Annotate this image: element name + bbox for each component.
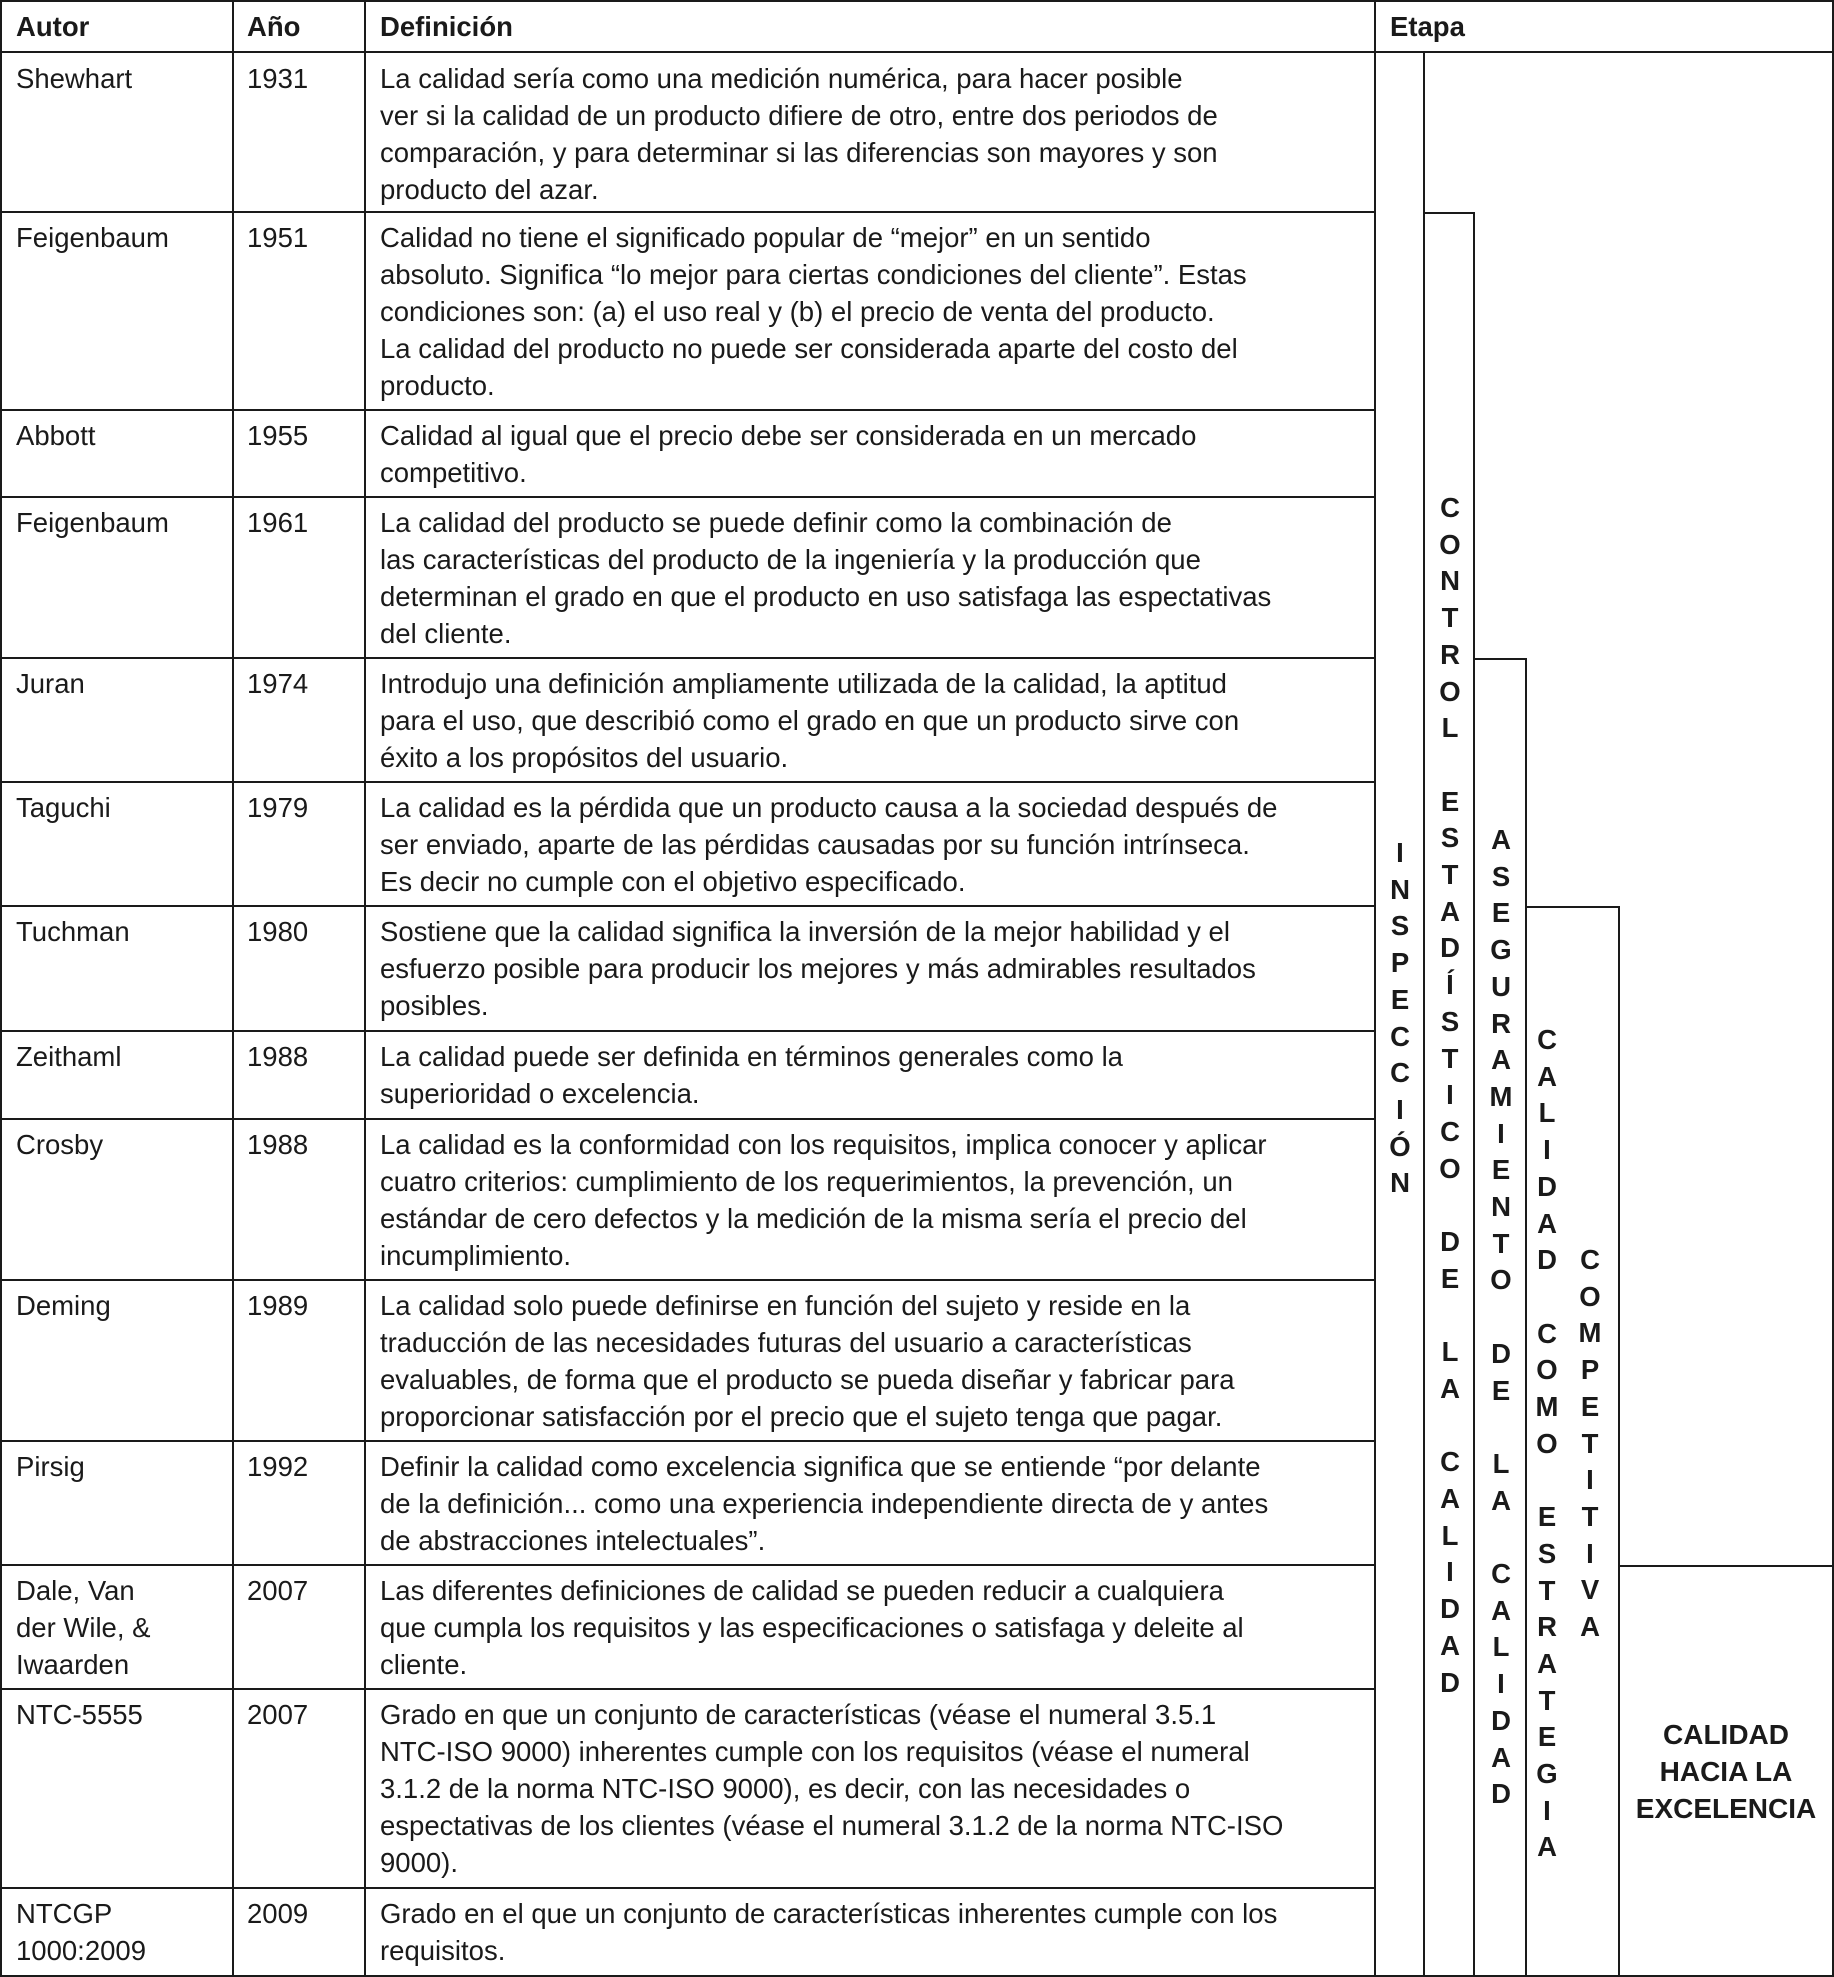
cell-definicion [380,417,1370,491]
col-sep-anio [364,0,366,1977]
cell-anio: 1989 [247,1290,309,1321]
cell-anio: 1961 [247,507,309,538]
cell-definicion [380,504,1370,652]
cell-autor: NTC-5555 [16,1699,143,1730]
row-separator [0,1688,1376,1690]
definicion-line: Calidad no tiene el significado popular de “mejor” en un sentido [380,222,1151,253]
cell-autor: Feigenbaum [16,222,169,253]
border-left [0,0,2,1977]
stage-competitiva-label: C O M P E T I T I V A [1578,1244,1602,1643]
row-separator [0,409,1376,411]
col-sep-autor [232,0,234,1977]
cell-definicion [380,1287,1370,1435]
definicion-line: La calidad es la pérdida que un producto causa a la sociedad después de [380,792,1278,823]
cell-definicion [380,1038,1370,1112]
cell-autor: Dale, Van der Wile, & Iwaarden [16,1575,151,1680]
header-etapa: Etapa [1390,11,1465,42]
definicion-line: Grado en el que un conjunto de características inherentes cumple con los [380,1898,1278,1929]
definicion-line: Definir la calidad como excelencia significa que se entiende “por delante [380,1451,1261,1482]
definicion-line: comparación, y para determinar si las diferencias son mayores y son [380,137,1218,168]
header-anio: Año [247,11,301,42]
cell-autor: Abbott [16,420,96,451]
row-separator [0,1279,1376,1281]
definicion-line: Sostiene que la calidad significa la inversión de la mejor habilidad y el [380,916,1230,947]
definicion-line: 9000). [380,1847,458,1878]
cell-definicion [380,1572,1370,1683]
cell-definicion [380,1126,1370,1274]
row-separator [0,1118,1376,1120]
definicion-line: Es decir no cumple con el objetivo especificado. [380,866,966,897]
row-separator [0,657,1376,659]
definicion-line: NTC-ISO 9000) inherentes cumple con los requisitos (véase el numeral [380,1736,1250,1767]
row-separator [0,1440,1376,1442]
cell-anio: 1988 [247,1041,309,1072]
cell-definicion [380,665,1370,776]
cell-autor: Taguchi [16,792,111,823]
definicion-line: evaluables, de forma que el producto se pueda diseñar y fabricar para [380,1364,1235,1395]
cell-anio: 1951 [247,222,309,253]
definicion-line: para el uso, que describió como el grado en que un producto sirve con [380,705,1240,736]
definicion-line: absoluto. Significa “lo mejor para ciertas condiciones del cliente”. Estas [380,259,1247,290]
cell-definicion [380,219,1370,404]
stage-inspeccion-label: I N S P E C C I Ó N [1389,837,1411,1199]
definicion-line: estándar de cero defectos y la medición de la misma sería el precio del [380,1203,1247,1234]
definicion-line: Introdujo una definición ampliamente utilizada de la calidad, la aptitud [380,668,1227,699]
cell-anio: 2007 [247,1699,309,1730]
cell-autor: Tuchman [16,916,130,947]
row-separator [0,1887,1376,1889]
cell-autor: Juran [16,668,85,699]
definicion-line: Las diferentes definiciones de calidad se pueden reducir a cualquiera [380,1575,1224,1606]
definicion-line: producto del azar. [380,174,599,205]
cell-definicion [380,1696,1370,1881]
row-separator [0,1030,1376,1032]
definicion-line: proporcionar satisfacción por el precio que el sujeto tenga que pagar. [380,1401,1223,1432]
cell-autor: Feigenbaum [16,507,169,538]
definicion-line: cliente. [380,1649,468,1680]
cell-definicion [380,789,1370,900]
header-separator [0,51,1834,53]
header-autor: Autor [16,11,90,42]
cell-definicion [380,1895,1370,1969]
cell-definicion [380,60,1370,208]
cell-anio: 1955 [247,420,309,451]
definicion-line: posibles. [380,990,489,1021]
stage-aseguramiento-label: A S E G U R A M I E N T O D E L A C A L I D A D [1489,824,1513,1810]
cell-autor: Crosby [16,1129,104,1160]
definicion-line: de la definición... como una experiencia independiente directa de y antes [380,1488,1269,1519]
definicion-line: ver si la calidad de un producto difiere de otro, entre dos periodos de [380,100,1218,131]
definicion-line: determinan el grado en que el producto en uso satisfaga las espectativas [380,581,1272,612]
definicion-line: requisitos. [380,1935,506,1966]
definicion-line: traducción de las necesidades futuras del usuario a características [380,1327,1192,1358]
row-separator [0,496,1376,498]
cell-anio: 1980 [247,916,309,947]
row-separator [0,905,1376,907]
stage-estrategia-label: C A L I D A D C O M O E S T R A T E G I A [1535,1024,1559,1863]
cell-autor: Shewhart [16,63,133,94]
border-top [0,0,1834,2]
definicion-line: La calidad es la conformidad con los requisitos, implica conocer y aplicar [380,1129,1267,1160]
cell-anio: 1974 [247,668,309,699]
cell-anio: 1931 [247,63,309,94]
cell-anio: 1988 [247,1129,309,1160]
definicion-line: La calidad solo puede definirse en función del sujeto y reside en la [380,1290,1191,1321]
cell-definicion [380,913,1370,1024]
cell-anio: 2009 [247,1898,309,1929]
definicion-line: ser enviado, aparte de las pérdidas causadas por su función intrínseca. [380,829,1250,860]
cell-anio: 1979 [247,792,309,823]
definicion-line: La calidad puede ser definida en términos generales como la [380,1041,1123,1072]
row-separator [0,781,1376,783]
definicion-line: éxito a los propósitos del usuario. [380,742,789,773]
definicion-line: competitivo. [380,457,527,488]
cell-autor: Zeithaml [16,1041,122,1072]
definicion-line: espectativas de los clientes (véase el numeral 3.1.2 de la norma NTC-ISO [380,1810,1284,1841]
definicion-line: del cliente. [380,618,512,649]
header-definicion: Definición [380,11,513,42]
definicion-line: esfuerzo posible para producir los mejores y más admirables resultados [380,953,1256,984]
definicion-line: que cumpla los requisitos y las especificaciones o satisfaga y deleite al [380,1612,1244,1643]
definicion-line: condiciones son: (a) el uso real y (b) el precio de venta del producto. [380,296,1215,327]
cell-definicion [380,1448,1370,1559]
definicion-line: incumplimiento. [380,1240,572,1271]
definicion-line: La calidad del producto se puede definir como la combinación de [380,507,1172,538]
stage-control-label: C O N T R O L E S T A D Í S T I C O D E L A C A L I D A D [1439,492,1461,1698]
row-separator [0,1564,1376,1566]
cell-anio: 1992 [247,1451,309,1482]
row-separator [0,211,1376,213]
cell-autor: Deming [16,1290,111,1321]
definicion-line: superioridad o excelencia. [380,1078,700,1109]
definicion-line: 3.1.2 de la norma NTC-ISO 9000), es decir, con las necesidades o [380,1773,1191,1804]
definicion-line: Calidad al igual que el precio debe ser considerada en un mercado [380,420,1197,451]
definicion-line: cuatro criterios: cumplimiento de los requerimientos, la prevención, un [380,1166,1233,1197]
cell-autor: NTCGP 1000:2009 [16,1898,146,1966]
definicion-line: las características del producto de la ingeniería y la producción que [380,544,1201,575]
definicion-line: de abstracciones intelectuales”. [380,1525,766,1556]
cell-autor: Pirsig [16,1451,85,1482]
definicion-line: La calidad sería como una medición numérica, para hacer posible [380,63,1183,94]
definicion-line: Grado en que un conjunto de características (véase el numeral 3.5.1 [380,1699,1217,1730]
stage-excelencia-label: CALIDAD HACIA LA EXCELENCIA [1635,1719,1817,1824]
cell-anio: 2007 [247,1575,309,1606]
definicion-line: producto. [380,370,495,401]
definicion-line: La calidad del producto no puede ser considerada aparte del costo del [380,333,1238,364]
